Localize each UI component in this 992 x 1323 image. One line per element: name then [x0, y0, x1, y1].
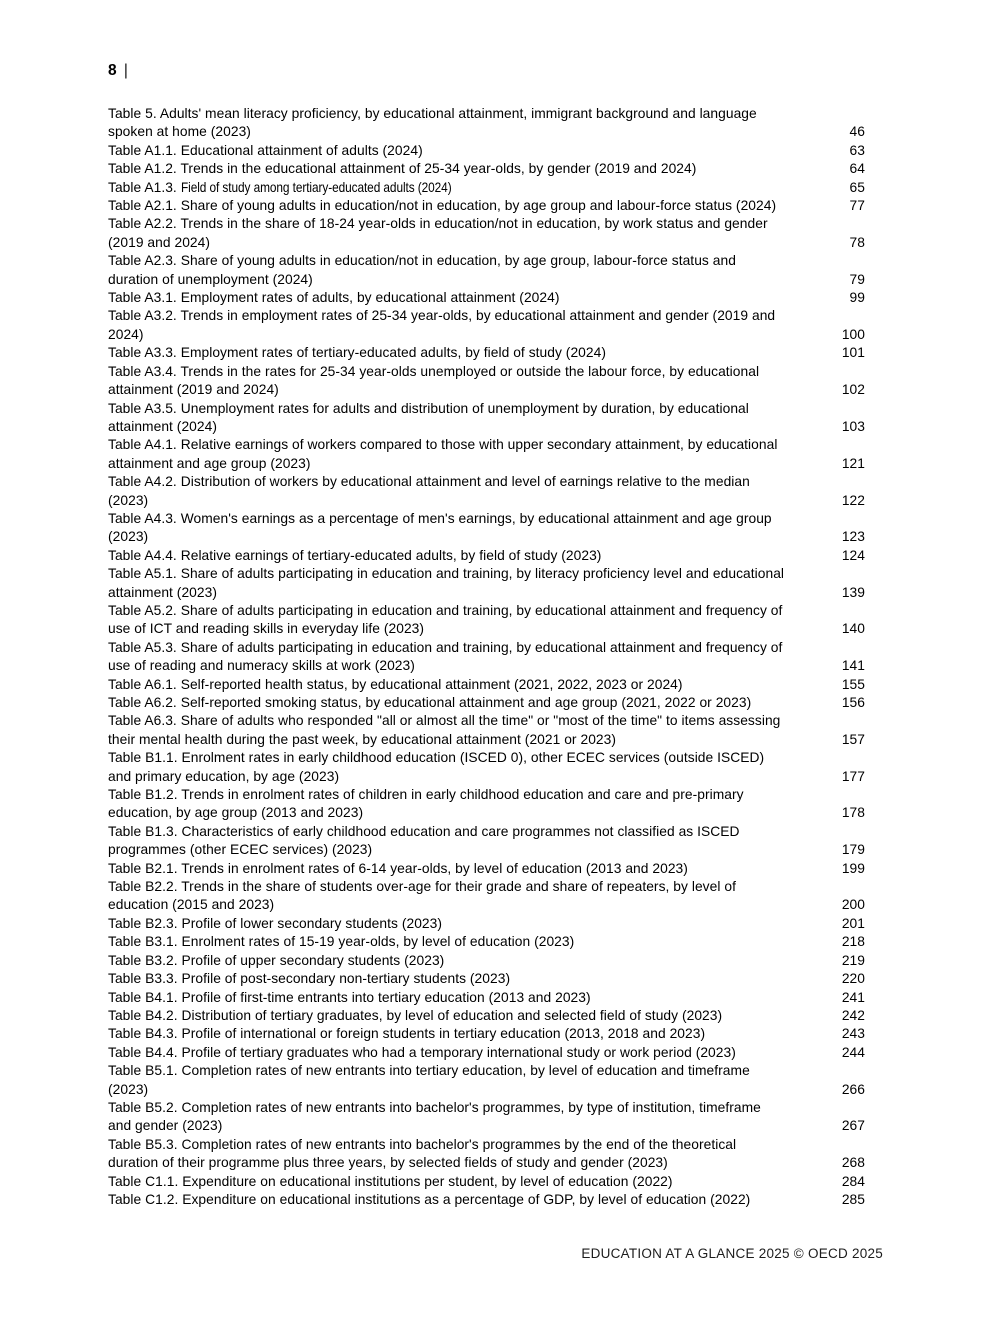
toc-entry-title: Table B2.2. Trends in the share of students over-age for their grade and share of repeaters, by level of education (2015 and 2023) — [108, 879, 736, 913]
toc-entry-page-number: 121 — [841, 455, 865, 471]
toc-entry-page-number: 179 — [841, 842, 865, 858]
toc-entry-title: Table B4.4. Profile of tertiary graduates who had a temporary international study or work period (2023) — [108, 1044, 736, 1060]
toc-entry-title: Table B3.2. Profile of upper secondary students (2023) — [108, 952, 445, 968]
toc-entry-title: Table A1.3. Field of study among tertiary-educated adults (2024) — [108, 179, 821, 197]
toc-entry-page-number: 266 — [841, 1081, 865, 1097]
toc-entry-title: Table A1.1. Educational attainment of adults (2024) — [108, 142, 423, 158]
toc-entry[interactable] — [108, 749, 865, 786]
toc-entry-page-number: 155 — [841, 676, 865, 692]
toc-entry-page-number: 103 — [841, 418, 865, 434]
toc-entry[interactable] — [108, 473, 865, 510]
toc-entry-page-number: 285 — [841, 1191, 865, 1207]
toc-entry[interactable] — [108, 160, 865, 178]
toc-entry[interactable] — [108, 823, 865, 860]
toc-entry[interactable] — [108, 400, 865, 437]
toc-entry-page-number: 220 — [841, 971, 865, 987]
toc-entry[interactable] — [108, 1173, 865, 1191]
toc-entry-page-number: 78 — [849, 234, 865, 250]
toc-entry-page-number: 242 — [841, 1007, 865, 1023]
toc-entry-page-number: 102 — [841, 382, 865, 398]
toc-entry-page-number: 122 — [841, 492, 865, 508]
toc-entry-page-number: 123 — [841, 529, 865, 545]
toc-entry-page-number: 244 — [841, 1044, 865, 1060]
toc-entry-title: Table A3.2. Trends in employment rates of 25-34 year-olds, by educational attainment and gender (2019 and 2024) — [108, 308, 776, 342]
toc-entry-title: Table A5.2. Share of adults participating in education and training, by educational attainment and frequency of use of ICT and reading skills in everyday life (2023) — [108, 602, 783, 637]
toc-entry-title: Table B1.2. Trends in enrolment rates of children in early childhood education and care and pre-primary education, by age group (2013 and 2023) — [108, 787, 744, 821]
toc-entry-page-number: 65 — [849, 179, 865, 195]
toc-entry[interactable] — [108, 1191, 865, 1209]
toc-entry-title: Table B2.3. Profile of lower secondary students (2023) — [108, 915, 443, 931]
toc-entry-title: Table A6.2. Self-reported smoking status, by educational attainment and age group (2021, 2022 or 2023) — [108, 695, 752, 710]
toc-entry[interactable] — [108, 676, 865, 694]
toc-entry-title: Table A3.3. Employment rates of tertiary-educated adults, by field of study (2024) — [108, 345, 606, 361]
toc-entry[interactable] — [108, 547, 865, 565]
toc-entry-page-number: 267 — [841, 1118, 865, 1134]
toc-entry-page-number: 157 — [841, 731, 865, 747]
toc-entry-page-number: 201 — [841, 915, 865, 931]
toc-entry[interactable] — [108, 878, 865, 915]
toc-entry[interactable] — [108, 289, 865, 307]
toc-entry-page-number: 218 — [841, 934, 865, 950]
toc-entry[interactable] — [108, 179, 865, 197]
toc-entry[interactable] — [108, 860, 865, 878]
toc-entry[interactable] — [108, 307, 865, 344]
toc-entry-page-number: 178 — [841, 805, 865, 821]
toc-entry-page-number: 141 — [841, 658, 865, 674]
page-number-separator: | — [123, 62, 128, 79]
toc-entry[interactable] — [108, 952, 865, 970]
toc-entry-page-number: 140 — [841, 621, 865, 637]
toc-entry[interactable] — [108, 436, 865, 473]
toc-entry-title: Table A4.3. Women's earnings as a percentage of men's earnings, by educational attainment and age group (2023) — [108, 510, 772, 545]
page-number: 8 — [108, 62, 117, 79]
toc-entry-title: Table 5. Adults' mean literacy proficiency, by educational attainment, immigrant background and language spoken at home (2023) — [108, 106, 757, 140]
toc-entry-title: Table B5.1. Completion rates of new entrants into tertiary education, by level of education and timeframe (2023) — [108, 1063, 750, 1097]
toc-entry-title: Table A3.1. Employment rates of adults, by educational attainment (2024) — [108, 290, 560, 306]
toc-entry-title: Table B4.3. Profile of international or foreign students in tertiary education (2013, 2018 and 2023) — [108, 1026, 706, 1042]
page-header — [108, 61, 128, 81]
toc-entry[interactable] — [108, 970, 865, 988]
toc-entry[interactable] — [108, 510, 865, 547]
toc-entry-page-number: 241 — [841, 989, 865, 1005]
toc-entry-page-number: 63 — [849, 142, 865, 158]
toc-entry-page-number: 77 — [849, 198, 865, 214]
toc-entry-title: Table A6.1. Self-reported health status, by educational attainment (2021, 2022, 2023 or 2024) — [108, 676, 683, 692]
toc-entry-page-number: 199 — [841, 860, 865, 876]
toc-entry[interactable] — [108, 1099, 865, 1136]
toc-entry-title: Table A3.4. Trends in the rates for 25-34 year-olds unemployed or outside the labour force, by educational attainment (2019 and 2024) — [108, 363, 760, 398]
toc-entry[interactable] — [108, 712, 865, 749]
toc-entry-page-number: 124 — [841, 547, 865, 563]
toc-entry[interactable] — [108, 1062, 865, 1099]
toc-entry[interactable] — [108, 215, 865, 252]
toc-entry[interactable] — [108, 786, 865, 823]
toc-entry[interactable] — [108, 142, 865, 160]
toc-entry-title: Table C1.2. Expenditure on educational institutions as a percentage of GDP, by level of education (2022) — [108, 1191, 751, 1207]
toc-entry[interactable] — [108, 989, 865, 1007]
toc-entry-title: Table A6.3. Share of adults who responded "all or almost all the time" or "most of the time" to items assessing their mental health during the past week, by educational attainment (2021 or 2023) — [108, 713, 781, 747]
toc-entry-title: Table A2.2. Trends in the share of 18-24 year-olds in education/not in education, by work status and gender (2019 and 2024) — [108, 216, 768, 250]
toc-entry-title: Table B2.1. Trends in enrolment rates of 6-14 year-olds, by level of education (2013 and 2023) — [108, 860, 688, 876]
toc-entry-title: Table B1.3. Characteristics of early childhood education and care programmes not classified as ISCED programmes (other ECEC services) (2023) — [108, 823, 740, 858]
toc-entry-title: Table A2.1. Share of young adults in education/not in education, by age group and labour-force status (2024) — [108, 198, 777, 214]
toc-entry[interactable] — [108, 933, 865, 951]
toc-entry-title: Table B4.1. Profile of first-time entrants into tertiary education (2013 and 2023) — [108, 989, 591, 1005]
toc-entry[interactable] — [108, 694, 865, 712]
toc-entry[interactable] — [108, 363, 865, 400]
toc-entry[interactable] — [108, 602, 865, 639]
toc-entry-title: Table C1.1. Expenditure on educational institutions per student, by level of education (2022) — [108, 1173, 673, 1189]
toc-entry-page-number: 64 — [849, 161, 865, 177]
toc-entry-page-number: 101 — [841, 345, 865, 361]
toc-entry[interactable] — [108, 105, 865, 142]
toc-entry-page-number: 200 — [841, 897, 865, 913]
toc-entry-title: Table B3.3. Profile of post-secondary non-tertiary students (2023) — [108, 971, 511, 987]
toc-entry-title: Table A3.5. Unemployment rates for adults and distribution of unemployment by duration, by educational attainment (2024) — [108, 400, 749, 434]
toc-entry[interactable] — [108, 1136, 865, 1173]
toc-entry[interactable] — [108, 1007, 865, 1025]
toc-entry-page-number: 219 — [841, 952, 865, 968]
toc-entry-title: Table A4.4. Relative earnings of tertiary-educated adults, by field of study (2023) — [108, 547, 602, 563]
toc-entry[interactable] — [108, 1025, 865, 1043]
toc-entry[interactable] — [108, 565, 865, 602]
toc-entry-page-number: 100 — [841, 326, 865, 342]
toc-entry-title: Table B3.1. Enrolment rates of 15-19 year-olds, by level of education (2023) — [108, 934, 575, 950]
toc-entry-title: Table A5.3. Share of adults participating in education and training, by educational attainment and frequency of use of reading and numeracy skills at work (2023) — [108, 639, 783, 674]
table-of-contents-list — [108, 105, 865, 1209]
toc-entry[interactable] — [108, 915, 865, 933]
toc-entry-page-number: 79 — [849, 271, 865, 287]
toc-entry-page-number: 99 — [849, 290, 865, 306]
toc-entry-title: Table B5.3. Completion rates of new entrants into bachelor's programmes by the end of the theoretical duration of their programme plus three years, by selected fields of study and gender (2023) — [108, 1136, 737, 1171]
toc-entry[interactable] — [108, 639, 865, 676]
toc-entry-title: Table B1.1. Enrolment rates in early childhood education (ISCED 0), other ECEC services (outside ISCED) and primary education, by age (2023) — [108, 750, 765, 784]
toc-entry[interactable] — [108, 197, 865, 215]
toc-entry-page-number: 177 — [841, 768, 865, 784]
running-footer: EDUCATION AT A GLANCE 2025 © OECD 2025 — [581, 1246, 883, 1261]
toc-entry-title: Table A4.2. Distribution of workers by educational attainment and level of earnings relative to the median (2023) — [108, 474, 750, 508]
toc-entry-page-number: 284 — [841, 1173, 865, 1189]
toc-entry[interactable] — [108, 252, 865, 289]
toc-entry-title: Table A4.1. Relative earnings of workers compared to those with upper secondary attainment, by educational attainment and age group (2023) — [108, 437, 778, 471]
toc-entry-page-number: 268 — [841, 1155, 865, 1171]
toc-entry-title: Table A5.1. Share of adults participating in education and training, by literacy proficiency level and educational attainment (2023) — [108, 566, 785, 600]
toc-entry-page-number: 156 — [841, 695, 865, 710]
toc-entry-title: Table A2.3. Share of young adults in education/not in education, by age group, labour-force status and duration of unemployment (2024) — [108, 253, 736, 287]
toc-entry-page-number: 46 — [849, 124, 865, 140]
toc-entry-title: Table A1.2. Trends in the educational attainment of 25-34 year-olds, by gender (2019 and 2024) — [108, 161, 697, 177]
toc-entry[interactable] — [108, 344, 865, 362]
toc-entry-title: Table B4.2. Distribution of tertiary graduates, by level of education and selected field of study (2023) — [108, 1007, 723, 1023]
toc-entry[interactable] — [108, 1044, 865, 1062]
toc-entry-page-number: 139 — [841, 584, 865, 600]
toc-entry-title-condensed: Field of study among tertiary-educated adults (2024) — [180, 179, 452, 195]
toc-entry-page-number: 243 — [841, 1026, 865, 1042]
toc-entry-title: Table B5.2. Completion rates of new entrants into bachelor's programmes, by type of institution, timeframe and gender (2023) — [108, 1099, 761, 1134]
